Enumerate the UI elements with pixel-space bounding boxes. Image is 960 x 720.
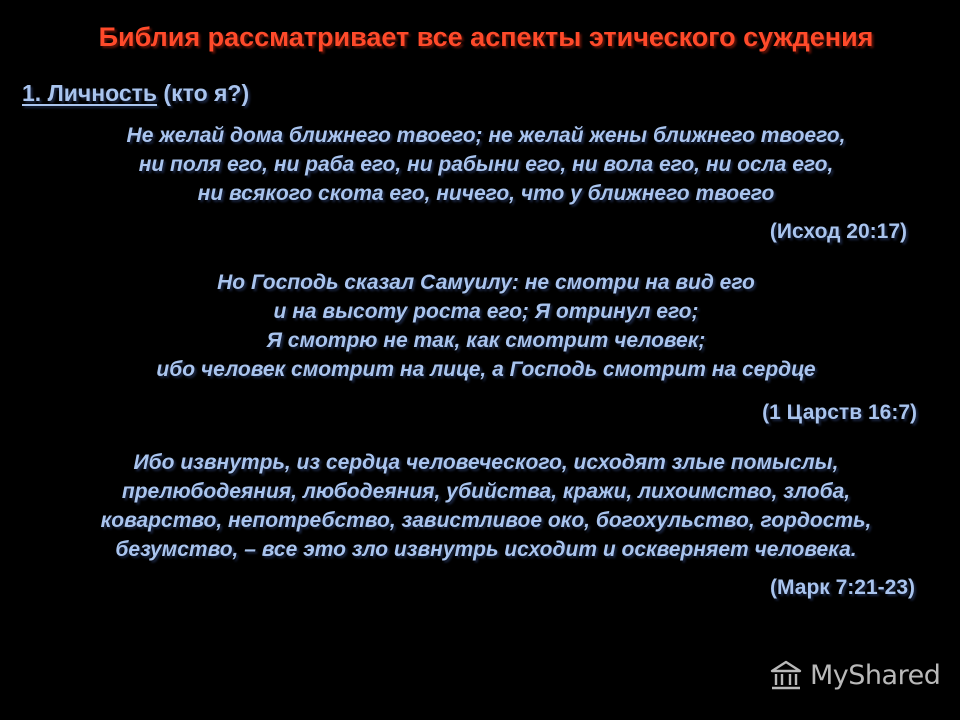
passage-line: ибо человек смотрит на лице, а Господь смотрит на сердце [156,358,816,381]
passage-exodus [0,121,960,208]
presentation-building-icon [768,657,804,693]
section-heading [22,80,249,107]
passage-line: и на высоту роста его; Я отринул его; [273,300,699,323]
passage-line: Я смотрю не так, как смотрит человек; [266,329,706,352]
section-heading-question: (кто я?) [157,80,250,106]
passage-line: коварство, непотребство, завистливое око, богохульство, гордость, [100,509,872,532]
passage-line: Ибо извнутрь, из сердца человеческого, исходят злые помыслы, [133,451,839,474]
reference-samuel: (1 Царств 16:7) [762,401,917,424]
section-heading-underlined: 1. Личность [22,80,158,106]
reference-mark: (Марк 7:21-23) [770,576,915,599]
passage-line: ни всякого скота его, ничего, что у ближнего твоего [197,182,775,205]
watermark [768,655,940,695]
passage-line: Не желай дома ближнего твоего; не желай жены ближнего твоего, [126,124,846,147]
watermark-text: MyShared [810,659,941,691]
passage-mark [0,448,960,564]
reference-exodus: (Исход 20:17) [769,220,907,243]
passage-line: безумство, – все это зло извнутрь исходит и оскверняет человека. [115,538,857,561]
passage-line: Но Господь сказал Самуилу: не смотри на вид его [217,271,755,294]
slide-title: Библия рассматривает все аспекты этического суждения [98,22,874,52]
passage-line: прелюбодеяния, любодеяния, убийства, кражи, лихоимство, злоба, [121,480,851,503]
passage-samuel [0,268,960,384]
passage-line: ни поля его, ни раба его, ни рабыни его, ни вола его, ни осла его, [138,153,834,176]
